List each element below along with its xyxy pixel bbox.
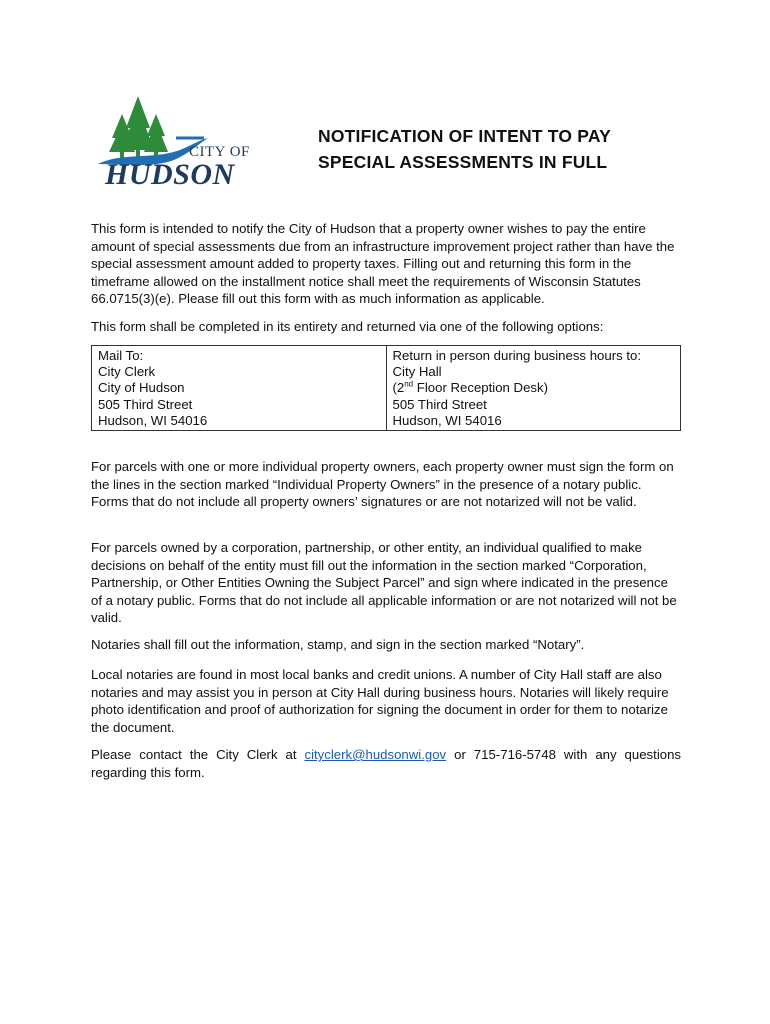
- floor-ordinal-suffix: nd: [404, 380, 414, 390]
- form-title-line1: NOTIFICATION OF INTENT TO PAY: [318, 126, 611, 146]
- mail-option-line: City of Hudson: [98, 380, 185, 396]
- form-title: [318, 123, 698, 175]
- contact-paragraph: [91, 746, 681, 781]
- options-intro-paragraph: This form shall be completed in its entirety and returned via one of the following options:: [91, 319, 604, 334]
- mail-option-line: Mail To:: [98, 348, 144, 363]
- city-of-hudson-logo: [92, 94, 262, 194]
- mail-option-line: City Clerk: [98, 364, 156, 380]
- contact-suffix: or 715-716-5748 with any questions regarding this form.: [91, 747, 682, 780]
- in-person-option-line: Hudson, WI 54016: [392, 412, 502, 428]
- clerk-email-link[interactable]: cityclerk@hudsonwi.gov: [304, 747, 447, 762]
- notary-instructions: Notaries shall fill out the information, stamp, and sign in the section marked “Notary”.: [91, 637, 585, 652]
- in-person-option-cell: [386, 346, 681, 431]
- form-title-line2: SPECIAL ASSESSMENTS IN FULL: [318, 152, 608, 172]
- in-person-option-line: Return in person during business hours to:: [392, 348, 642, 363]
- in-person-option-line: City Hall: [392, 364, 442, 380]
- mail-option-line: 505 Third Street: [98, 396, 193, 412]
- floor-suffix: Floor Reception Desk): [413, 380, 548, 396]
- intro-paragraph: This form is intended to notify the City of Hudson that a property owner wishes to pay the entire amount of special assessments due from an infrastructure improvement project rather than have the special assessment amount added to property taxes. Filling out and returning this form in the timeframe allowed on the installment notice shall meet the requirements of Wisconsin Statutes 66.0715(3)(e). Please fill out this form with as much information as applicable.: [91, 221, 675, 306]
- return-options-table: [91, 345, 681, 431]
- mail-option-cell: [92, 346, 387, 431]
- mail-option-line: Hudson, WI 54016: [98, 412, 208, 428]
- logo-hudson-text: HUDSON: [105, 158, 235, 191]
- entity-owners-instructions: For parcels owned by a corporation, partnership, or other entity, an individual qualified to make decisions on behalf of the entity must fill out the information in the section marked “Corporation, Partnership, or Other Entities Owning the Subject Parcel” and sign where indicated in the presence of a notary public. Forms that do not include all applicable information or are not notarized will not be valid.: [91, 540, 677, 625]
- in-person-option-line: 505 Third Street: [392, 396, 487, 412]
- individual-owners-instructions: For parcels with one or more individual property owners, each property owner must sign the form on the lines in the section marked “Individual Property Owners” in the presence of a notary public. Forms that do not include all property owners’ signatures or are not notarized will not be valid.: [91, 459, 674, 509]
- contact-prefix: Please contact the City Clerk at: [91, 747, 305, 762]
- in-person-floor-line: [393, 380, 675, 396]
- floor-prefix: (2: [392, 380, 405, 396]
- local-notaries-paragraph: Local notaries are found in most local banks and credit unions. A number of City Hall staff are also notaries and may assist you in person at City Hall during business hours. Notaries will likely require photo identification and proof of authorization for signing the document in order for them to notarize the document.: [91, 667, 669, 735]
- logo-city-of-text: CITY OF: [189, 144, 250, 160]
